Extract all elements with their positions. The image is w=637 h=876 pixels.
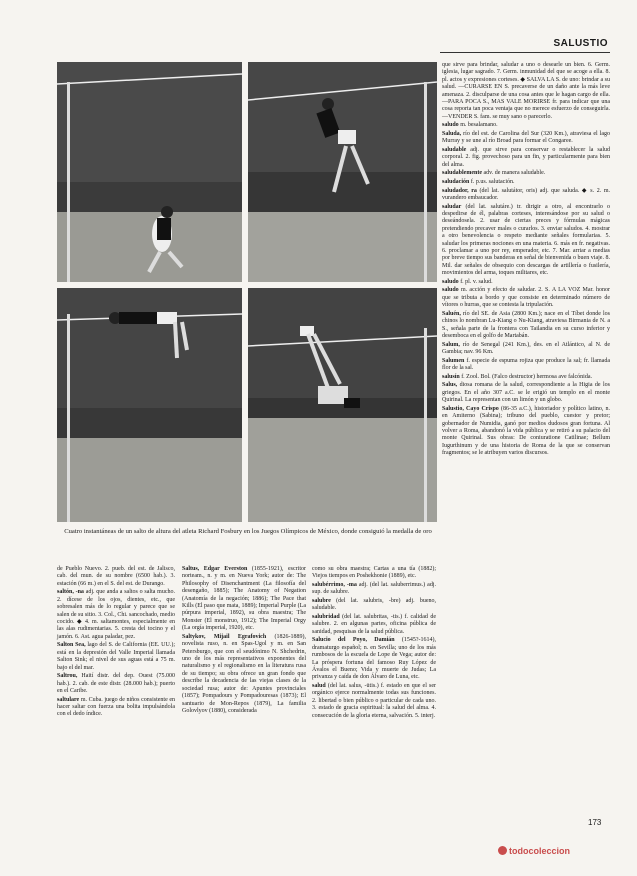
definition: m. besalamano.: [460, 122, 498, 129]
entry: [442, 406, 610, 458]
entry: [442, 374, 610, 381]
definition: río del SE. de Asia (2800 Km.); nace en el Tíbet donde los chinos lo nombran Lu-Kiang o Nu-Kiang, atraviesa Birmania de N. a S., señala parte de la frontera con Tailandia en su curso inferior y desemboca en el golfo de Martabán.: [442, 310, 610, 340]
entry: [442, 122, 610, 129]
watermark-logo: [498, 846, 616, 860]
headword: Saluén,: [442, 310, 461, 317]
entry: [442, 382, 610, 404]
headword: saludador, ra: [442, 187, 477, 194]
definition: (del lat. salubritas, -tis.) f. calidad de salubre. 2. en algunas partes, oficina pública de sanidad, pesquisas de la salud pública.: [312, 614, 436, 635]
entry: [312, 598, 436, 613]
headword: saludo: [442, 278, 459, 285]
headword: Saltykov, Mijail Egrafovich: [182, 633, 267, 640]
definition: (del lat. salutáre.) tr. dirigir a otro, al encontrarlo o despedirse de él, palabras corteses, interesándose por su salud o deseándosela. 2. usar de ciertas preces y fórmulas mágicas pretendiendo precaver males o curarlos. 3. enviar saludos. 4. mostrar a otro benevolencia o respeto mediante señales formularias. 5. saludar los primeras nociones en una materia. 6. más en fr. negativas. 6. proclamar a uno por rey, emperador, etc. 7. Mar. arriar a medias por breve tiempo sus banderas en señal de bienvenida o buen viaje. 8. Mil. dar señales de obsequio con descargas de artillería o fusilería, movimientos del arma, toques militares, etc.: [442, 203, 610, 277]
definition: f. especie de espuma rojiza que produce la sal; fr. llamada flor de la sal.: [442, 357, 611, 372]
page-number: 173: [588, 818, 602, 827]
entry: [57, 566, 175, 588]
definition: río del est. de Carolina del Sur (320 Km.), atraviesa el lago Murray y se une al río Broad para formar el Congaree.: [442, 131, 611, 145]
headword: Salustio, Cayo Crispo: [442, 405, 499, 412]
headword: saltón, -na: [57, 589, 84, 596]
definition: m. acción y efecto de saludar. 2. S. A LA VOZ Mar. honor que se tributa a bordo y que consiste en determinado número de vítores o hurras, que se contesta la tripulación.: [442, 287, 610, 309]
headword: saludablemente: [442, 170, 483, 177]
entry: [442, 131, 610, 146]
headword: saludo: [442, 122, 459, 129]
entry: [182, 634, 306, 715]
definition: f. pl. v. salud.: [460, 278, 493, 285]
running-header: SALUSTIO: [553, 38, 608, 49]
definition: f. Zool. Bol. (Falco destructor) hermosa ave falcónida.: [461, 373, 592, 380]
headword: Salton Sea,: [57, 642, 86, 649]
definition: (del lat. salutátor, oris) adj. que saluda. ◆ s. 2. m. vurandero embaucador.: [442, 187, 610, 202]
definition: f. p.us. salutación.: [470, 179, 515, 186]
entry: [442, 358, 610, 373]
entry: [182, 566, 306, 633]
entry: [442, 188, 610, 203]
entry: [442, 62, 610, 121]
entry: [442, 147, 610, 169]
entry: [442, 170, 610, 177]
entry: [57, 697, 175, 719]
entry: [442, 179, 610, 186]
definition: (86-35 a.C.), historiador y político latino, n. en Amiterno (Sabina); tribuno del pueblo, cuestor y pretor; gobernador de Numidia, ganó por medios dudosos gran fortuna. Al volver a Roma, abandonó la vida pública y se retiró a su palacio del monte Quirinal. Sus obras: De coniuratione Catilinae; Bellum Iugurthinum y de una historia de Roma de la que se conservan fragmentos; se le atribuyen varios discursos.: [442, 405, 611, 457]
headword: salubérrimo, -ma: [312, 582, 357, 588]
photo-4: [248, 288, 437, 522]
headword: salusín: [442, 373, 460, 380]
entry: [312, 683, 436, 720]
entry: [442, 342, 610, 357]
entry: [442, 311, 610, 341]
entry: [442, 287, 610, 309]
headword: saltulare: [57, 696, 80, 703]
definition: río de Senegal (241 Km.), des. en el Atlántico, al N. de Gambia; nav. 96 Km.: [442, 341, 610, 356]
headword: Salus,: [442, 382, 458, 389]
definition: lago del S. de California (EE. UU.); está en la depresión del Valle Imperial llamada Salton Sink; el nivel de sus aguas está a 75 m. bajo el del mar.: [57, 642, 175, 671]
entry: [442, 204, 610, 278]
headword: saludo: [442, 287, 459, 294]
headword: saludación: [442, 179, 470, 186]
headword: Saluda,: [442, 131, 462, 138]
entry: [312, 566, 436, 581]
right-column-text: [442, 62, 610, 459]
column-3-text: [312, 566, 436, 721]
column-1-text: [57, 566, 175, 720]
definition: diosa romana de la salud, correspondiente a la Higia de los griegos. En el año 307 a.C. se le erigió un templo en el monte Quirinal. La representan con un limón y un globo.: [442, 382, 611, 404]
definition: adj. que sirve para conservar o restablecer la salud corporal. 2. fig. provechoso para un fin, y particularmente para bien del alma.: [442, 147, 610, 168]
definition: (1826-1889), novelista ruso, n. en Spas-Ugol y m. en San Petersburgo, que con el seudónimo N. Shchedrin, uno de los más representativos exponentes del naturalismo y el regionalismo en la literatura rusa de su tiempo; su obra ofrece un gran fondo que describe la decadencia de las viejas clases de la sociedad rusa; autor de: Apuntes provinciales (1857); Pompadours y Pompadouresas (1873); El santuario de Mon-Repos (1879), La familia Golovlyov (1880), considerada: [182, 633, 307, 714]
logo-icon: [498, 846, 507, 855]
photo-1: [57, 62, 242, 282]
headword: salud: [312, 683, 326, 690]
definition: Haití distr. del dep. Ouest (75.000 hab.). 2. cab. de este distr. (28.000 hab.); puerto en el Caribe.: [57, 673, 176, 695]
headword: saludable: [442, 147, 467, 154]
definition: (del lat. salubris, -bre) adj. bueno, saludable.: [312, 598, 437, 612]
definition: que sirve para brindar, saludar a uno o desearle un bien. 6. Germ. iglesia, lugar sagrado. 7. Germ. inmunidad del que se acoge a ella. 8. pl. actos y expresiones corteses. ◆ SALVA LA S. de uno: brindar a su salud. —CURARSE EN S. precaverse de un daño ante la más leve amenaza. 2. disculparse de una cosa antes que le hagan cargo de ella. —PARA POCA S., MAS VALE MORIRSE fr. para indicar que una cosa reporta tan poca ventaja que no merece esfuerzo de conseguirla. —VENDER S. fam. se muy sano o parecerlo.: [442, 62, 610, 120]
entry: [57, 589, 175, 641]
headword: Salumen: [442, 357, 465, 364]
entry: [57, 642, 175, 672]
headword: Saltus, Edgar Everston: [182, 566, 248, 572]
photo-grid: [57, 62, 437, 522]
definition: adj. (del lat. saluberrimus.) adj. sup. de salubre.: [312, 582, 436, 596]
photo-3: [57, 288, 242, 522]
definition: adv. de manera saludable.: [483, 170, 546, 177]
definition: m. Cuba. juego de niños consistente en hacer saltar con fuerza una bolita impulsándola con el dedo índice.: [57, 696, 176, 718]
headword: saludar: [442, 203, 462, 210]
definition: (1545?-1614), dramaturgo español; n. en Sevilla; uno de los más rumbosos de la escuela de Lope de Vega; autor de: La próspera fortuna del famoso Ruy López de Ávalos el Bueno; Vida y muerte de Judas; La privanza y caída de don Álvaro de Luna, etc.: [312, 637, 436, 681]
entry: [312, 637, 436, 681]
definition: adj. que anda a saltos o salta mucho. 2. dícese de los ojos, dientes, etc., que sobresalen más de lo regular y parece que se salen de su sitio. 3. Col., Chi. sancochado, medio cocido. ◆ 4. m. saltamontes, especialmente en las alas rudimentarias. 5. cresta del tocino y el jamón. 6. Ast. agua paladar, pez.: [57, 589, 176, 640]
definition: como su obra maestra; Cartas a una tía (1882); Viejos tiempos en Poshekhonie (1889), etc.: [312, 566, 436, 580]
definition: (1855-1921), escritor norteam., n. y m. en Nueva York; autor de: The Philosophy of Disenchantment (La filosofía del desengaño, 1885); The Anatomy of Negation (Anatomía de la negación; 1886); The Pace that Kills (El paso que mata, 1889); Imperial Purple (La púrpura imperial, 1892), su obra maestra; The Monster (El monstruo, 1912); The Imperial Orgy (La orgía imperial, 1920), etc.: [182, 566, 306, 632]
entry: [57, 673, 175, 695]
headword: Salum,: [442, 341, 460, 348]
figure-caption: Cuatro instantáneas de un salto de altura del atleta Richard Fosbury en los Juegos Olímpicos de México, donde consiguió la medalla de oro: [64, 528, 432, 535]
definition: de Pueblo Nuevo. 2. pueb. del est. de Jalisco, cab. del mun. de su nombre (6500 hab.). 3. estación (66 m.) en el S. del est. de Durango.: [57, 566, 175, 587]
watermark-text: todocoleccion: [509, 846, 571, 856]
entry: [312, 582, 436, 597]
headword: Salucio del Poyo, Damián: [312, 637, 395, 644]
header-rule: [440, 52, 610, 53]
headword: Saltrou,: [57, 673, 78, 680]
definition: (del lat. salus, -ūtis.) f. estado en que el ser orgánico ejerce normalmente todas sus funciones. 2. libertad o bien público o particular de cada uno. 3. estado de gracia espiritual: la salud del alma. 4. consecución de la gloria eterna, salvación. 5. interj.: [312, 683, 437, 719]
headword: salubre: [312, 598, 331, 604]
photo-2: [248, 62, 437, 282]
column-2-text: [182, 566, 306, 717]
entry: [312, 614, 436, 636]
headword: salubridad: [312, 614, 340, 620]
entry: [442, 279, 610, 286]
